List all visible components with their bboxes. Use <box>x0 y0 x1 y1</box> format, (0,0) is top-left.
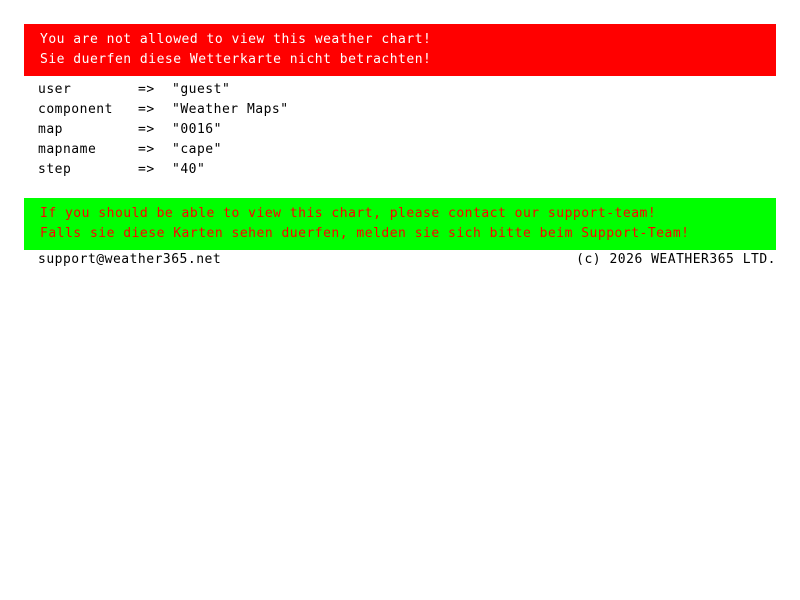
table-row <box>38 80 289 100</box>
param-value-step: "40" <box>172 162 206 177</box>
parameter-list <box>38 80 289 180</box>
support-banner <box>24 198 776 250</box>
support-banner-line-en: If you should be able to view this chart, please contact our support-team! <box>40 206 657 221</box>
support-banner-line-de: Falls sie diese Karten sehen duerfen, melden sie sich bitte beim Support-Team! <box>40 226 690 241</box>
param-arrow: => <box>138 142 155 157</box>
footer <box>38 250 776 270</box>
table-row <box>38 140 289 160</box>
param-value-map: "0016" <box>172 122 222 137</box>
param-key-map: map <box>38 122 63 137</box>
error-banner <box>24 24 776 76</box>
param-key-user: user <box>38 82 72 97</box>
param-arrow: => <box>138 122 155 137</box>
param-value-user: "guest" <box>172 82 231 97</box>
param-value-component: "Weather Maps" <box>172 102 289 117</box>
param-key-mapname: mapname <box>38 142 97 157</box>
error-banner-line-de: Sie duerfen diese Wetterkarte nicht betrachten! <box>40 52 432 67</box>
table-row <box>38 120 289 140</box>
param-value-mapname: "cape" <box>172 142 222 157</box>
table-row <box>38 100 289 120</box>
param-key-step: step <box>38 162 72 177</box>
parameter-table <box>38 80 289 180</box>
param-arrow: => <box>138 82 155 97</box>
param-key-component: component <box>38 102 113 117</box>
error-banner-line-en: You are not allowed to view this weather chart! <box>40 32 432 47</box>
param-arrow: => <box>138 162 155 177</box>
param-arrow: => <box>138 102 155 117</box>
table-row <box>38 160 289 180</box>
support-email[interactable]: support@weather365.net <box>38 252 222 267</box>
copyright-notice: (c) 2026 WEATHER365 LTD. <box>576 252 776 267</box>
